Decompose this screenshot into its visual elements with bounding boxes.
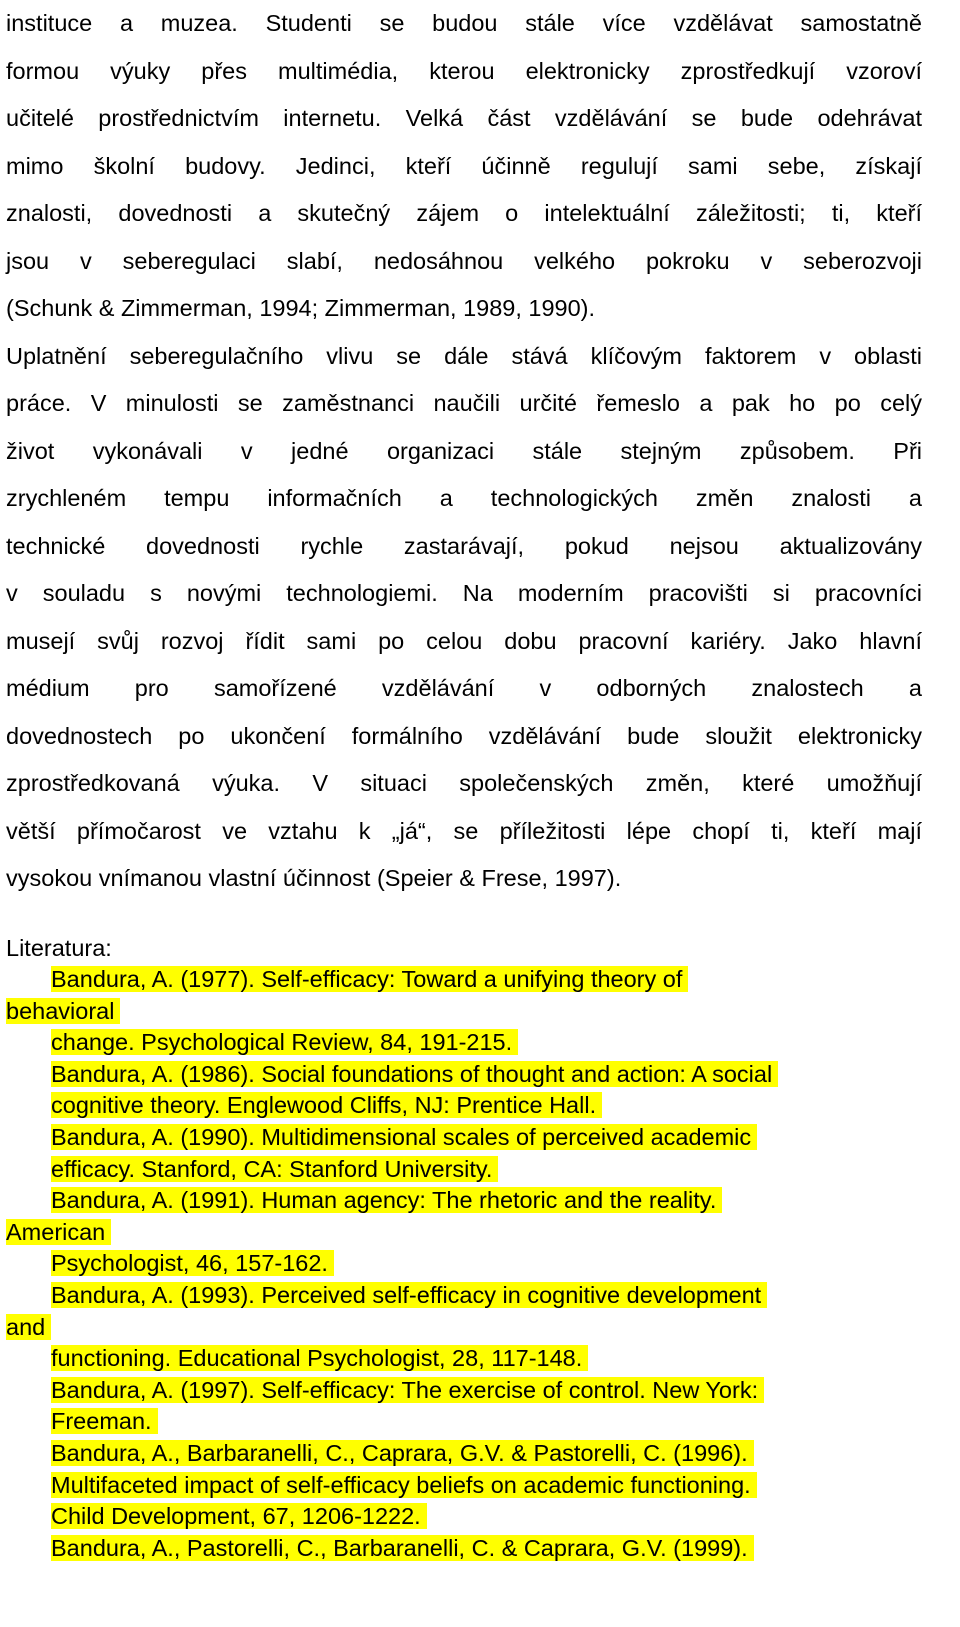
body-line: život vykonávali v jedné organizaci stále stejným způsobem. Při: [6, 437, 922, 464]
body-line: instituce a muzea. Studenti se budou stále více vzdělávat samostatně: [6, 10, 922, 36]
body-line: práce. V minulosti se zaměstnanci naučili určité řemeslo a pak ho po celý: [6, 390, 922, 416]
body-line: dovednostech po ukončení formálního vzdělávání bude sloužit elektronicky: [6, 722, 922, 749]
reference-line: Bandura, A. (1997). Self-efficacy: The exercise of control. New York:: [0, 1375, 960, 1407]
body-line: v souladu s novými technologiemi. Na moderním pracovišti si pracovníci: [6, 580, 922, 606]
body-line: zprostředkovaná výuka. V situaci společenských změn, které umožňují: [6, 770, 922, 796]
reference-line: Psychologist, 46, 157-162.: [0, 1248, 960, 1280]
reference-line: Bandura, A. (1991). Human agency: The rhetoric and the reality.: [0, 1185, 960, 1217]
reference-line: behavioral: [0, 996, 960, 1028]
body-line: jsou v seberegulaci slabí, nedosáhnou velkého pokroku v seberozvoji: [6, 247, 922, 274]
reference-line: change. Psychological Review, 84, 191-215.: [0, 1027, 960, 1059]
reference-line: cognitive theory. Englewood Cliffs, NJ: Prentice Hall.: [0, 1090, 960, 1122]
reference-line: Freeman.: [0, 1406, 960, 1438]
reference-line: Child Development, 67, 1206-1222.: [0, 1501, 960, 1533]
reference-line: American: [0, 1217, 960, 1249]
body-line: médium pro samořízené vzdělávání v odborných znalostech a: [6, 675, 922, 701]
reference-line: Bandura, A. (1990). Multidimensional scales of perceived academic: [0, 1122, 960, 1154]
body-line: (Schunk & Zimmerman, 1994; Zimmerman, 1989, 1990).: [6, 295, 596, 321]
reference-list: [0, 964, 960, 1564]
literature-heading: Literatura:: [6, 935, 112, 961]
body-line: učitelé prostřednictvím internetu. Velká část vzdělávání se bude odehrávat: [6, 105, 922, 131]
reference-line: Bandura, A. (1977). Self-efficacy: Toward a unifying theory of: [0, 964, 960, 996]
body-line: Uplatnění seberegulačního vlivu se dále stává klíčovým faktorem v oblasti: [6, 342, 922, 369]
reference-line: efficacy. Stanford, CA: Stanford University.: [0, 1154, 960, 1186]
body-line: větší přímočarost ve vztahu k „já“, se příležitosti lépe chopí ti, kteří mají: [6, 817, 922, 844]
body-line: mimo školní budovy. Jedinci, kteří účinně regulují sami sebe, získají: [6, 152, 922, 179]
reference-line: Bandura, A. (1986). Social foundations of thought and action: A social: [0, 1059, 960, 1091]
body-line: formou výuky přes multimédia, kterou elektronicky zprostředkují vzoroví: [6, 57, 922, 84]
body-line: technické dovednosti rychle zastarávají, pokud nejsou aktualizovány: [6, 532, 922, 559]
reference-line: Bandura, A. (1993). Perceived self-efficacy in cognitive development: [0, 1280, 960, 1312]
body-line: vysokou vnímanou vlastní účinnost (Speier & Frese, 1997).: [6, 865, 622, 891]
body-paragraphs: [6, 0, 922, 903]
reference-line: Bandura, A., Barbaranelli, C., Caprara, G.V. & Pastorelli, C. (1996).: [0, 1438, 960, 1470]
reference-line: Multifaceted impact of self-efficacy beliefs on academic functioning.: [0, 1470, 960, 1502]
reference-line: Bandura, A., Pastorelli, C., Barbaranelli, C. & Caprara, G.V. (1999).: [0, 1533, 960, 1565]
reference-line: functioning. Educational Psychologist, 28, 117-148.: [0, 1343, 960, 1375]
body-line: musejí svůj rozvoj řídit sami po celou dobu pracovní kariéry. Jako hlavní: [6, 627, 922, 654]
body-line: znalosti, dovednosti a skutečný zájem o intelektuální záležitosti; ti, kteří: [6, 200, 922, 226]
reference-line: and: [0, 1312, 960, 1344]
body-line: zrychleném tempu informačních a technologických změn znalosti a: [6, 485, 922, 511]
